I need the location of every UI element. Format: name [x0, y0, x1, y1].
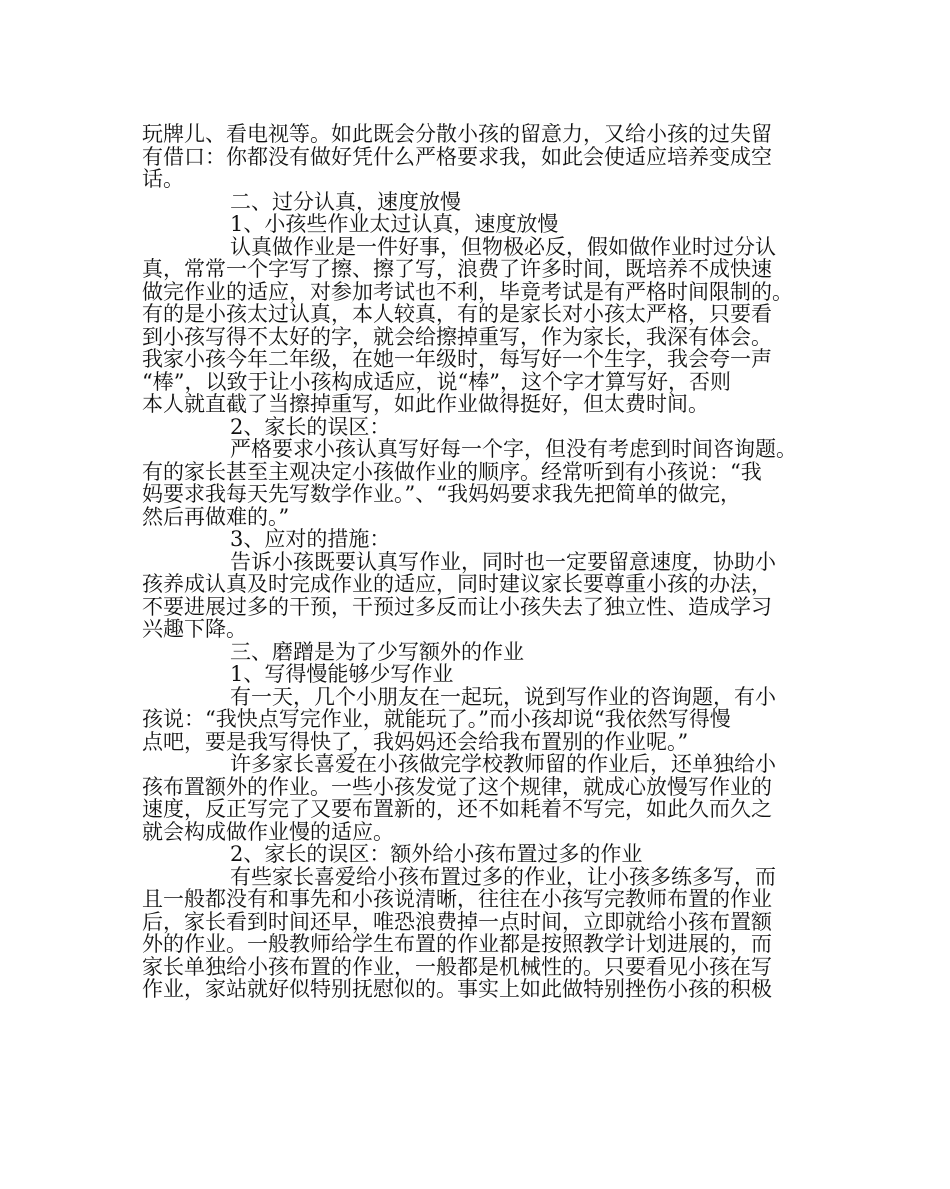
text-line: 就会构成做作业慢的适应。	[142, 819, 394, 844]
text-line: 话。	[142, 167, 184, 191]
text-line: 家长单独给小孩布置的作业，一般都是机械性的。只要看见小孩在写	[142, 954, 772, 979]
text-line: 许多家长喜爱在小孩做完学校教师留的作业后，还单独给小	[230, 752, 776, 776]
text-line: 2、家长的误区：	[230, 414, 391, 439]
text-line: 孩布置额外的作业。一些小孩发觉了这个规律，就成心放慢写作业的	[142, 774, 772, 799]
text-line: 1、写得慢能够少写作业	[230, 662, 454, 686]
text-line: 我家小孩今年二年级，在她一年级时，每写好一个生字，我会夸一声	[142, 347, 772, 371]
text-line: 严格要求小孩认真写好每一个字，但没有考虑到时间咨询题。	[230, 437, 797, 461]
text-line: 有借口：你都没有做好凭什么严格要求我，如此会使适应培养变成空	[142, 144, 772, 169]
text-line: 点吧，要是我写得快了，我妈妈还会给我布置别的作业呢。”	[142, 729, 689, 754]
text-line: 真，常常一个字写了擦、擦了写，浪费了许多时间，既培养不成快速	[142, 257, 772, 281]
text-line: 然后再做难的。”	[142, 504, 290, 529]
text-line: 本人就直截了当擦掉重写，如此作业做得挺好，但太费时间。	[142, 392, 709, 416]
text-line: 玩牌儿、看电视等。如此既会分散小孩的留意力，又给小孩的过失留	[142, 122, 772, 146]
text-line: 认真做作业是一件好事，但物极必反，假如做作业时过分认	[230, 234, 776, 259]
text-line: 不要进展过多的干预，干预过多反而让小孩失去了独立性、造成学习	[142, 594, 772, 619]
text-line: 3、应对的措施：	[230, 527, 391, 551]
text-line: 有一天，几个小朋友在一起玩，说到写作业的咨询题，有小	[230, 684, 776, 709]
text-line: 二、过分认真，速度放慢	[230, 189, 461, 214]
text-line: 外的作业。一般教师给学生布置的作业都是按照教学计划进展的，而	[142, 932, 772, 956]
text-line: “棒”，以致于让小孩构成适应，说“棒”，这个字才算写好，否则	[142, 369, 731, 394]
text-line: 且一般都没有和事先和小孩说清晰，往往在小孩写完教师布置的作业	[142, 887, 772, 911]
text-line: 后，家长看到时间还早，唯恐浪费掉一点时间，立即就给小孩布置额	[142, 909, 772, 934]
text-line: 1、小孩些作业太过认真，速度放慢	[230, 212, 559, 236]
text-line: 到小孩写得不太好的字，就会给擦掉重写，作为家长，我深有体会。	[142, 324, 772, 349]
text-line: 妈要求我每天先写数学作业。”、“我妈妈要求我先把简单的做完，	[142, 482, 741, 506]
text-line: 孩养成认真及时完成作业的适应，同时建议家长要尊重小孩的办法，	[142, 572, 772, 596]
text-line: 孩说：“我快点写完作业，就能玩了。”而小孩却说“我依然写得慢	[142, 707, 731, 731]
text-line: 做完作业的适应，对参加考试也不利，毕竟考试是有严格时间限制的。	[142, 279, 793, 304]
document-page	[142, 123, 812, 1001]
text-line: 有的是小孩太过认真，本人较真，有的是家长对小孩太严格，只要看	[142, 302, 772, 326]
text-line: 作业，家站就好似特别抚慰似的。事实上如此做特别挫伤小孩的积极	[142, 977, 772, 1001]
text-line: 告诉小孩既要认真写作业，同时也一定要留意速度，协助小	[230, 549, 776, 574]
text-line: 速度，反正写完了又要布置新的，还不如耗着不写完，如此久而久之	[142, 797, 772, 821]
text-line: 2、家长的误区：额外给小孩布置过多的作业	[230, 842, 643, 866]
text-line: 三、磨蹭是为了少写额外的作业	[230, 639, 524, 664]
text-line: 有些家长喜爱给小孩布置过多的作业，让小孩多练多写，而	[230, 864, 776, 889]
text-line: 有的家长甚至主观决定小孩做作业的顺序。经常听到有小孩说：“我	[142, 459, 762, 484]
text-line: 兴趣下降。	[142, 617, 247, 641]
